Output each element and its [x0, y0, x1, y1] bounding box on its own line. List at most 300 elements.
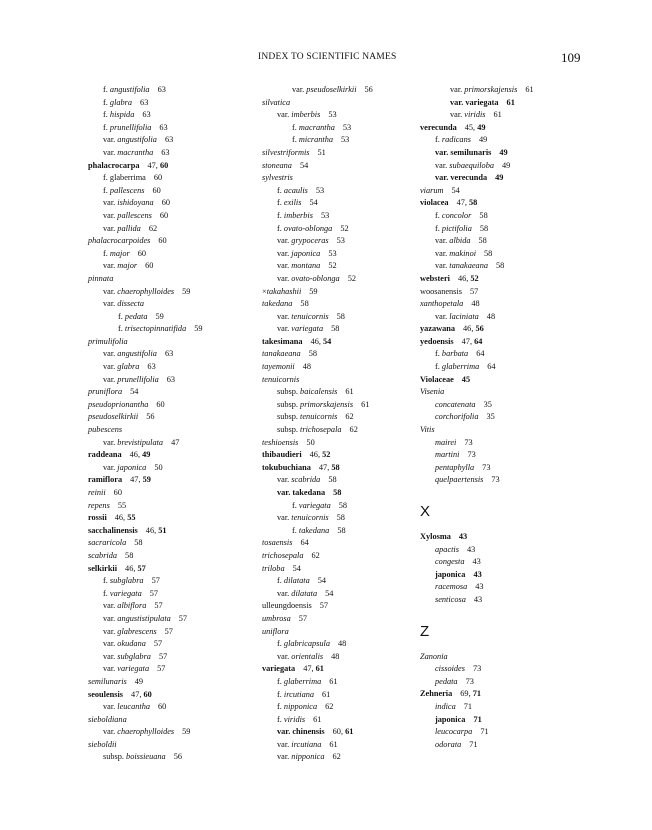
index-entry [420, 298, 600, 311]
page-refs [502, 161, 510, 170]
entry-name: f. [103, 122, 108, 132]
entry-name: sieboldii [88, 739, 117, 749]
page-ref: 73 [464, 437, 473, 447]
page-refs [319, 463, 340, 472]
page-ref: 63 [140, 97, 149, 107]
page-ref: 58 [336, 311, 345, 321]
index-entry [420, 424, 600, 437]
index-entry [262, 651, 422, 664]
page-ref: 54 [325, 588, 334, 598]
page-refs [158, 236, 166, 245]
page-ref: 58 [331, 462, 340, 472]
page-refs [479, 135, 487, 144]
entry-name: f. [103, 85, 108, 94]
page-refs [325, 702, 333, 711]
page-ref: 48 [331, 651, 340, 661]
page-ref: 64 [487, 362, 496, 372]
entry-name: var. verecunda [435, 173, 488, 183]
page-ref: 59 [142, 475, 151, 485]
entry-name: var. [103, 147, 116, 157]
entry-name: albida [447, 236, 471, 246]
index-entry [88, 449, 248, 462]
page-ref: 60, [332, 727, 346, 737]
page-refs [311, 551, 319, 560]
entry-name: grypoceras [289, 236, 329, 246]
page-ref: 63 [164, 135, 174, 145]
page-refs [525, 85, 533, 94]
entry-name: glaberrima [107, 173, 146, 183]
page-ref: 35 [486, 412, 495, 422]
page-ref: 59 [194, 324, 203, 334]
page-refs [179, 614, 187, 623]
entry-name: f. [277, 185, 282, 195]
page-refs [480, 224, 488, 233]
page-refs [146, 526, 167, 535]
section-spacer [420, 487, 600, 497]
entry-name: var. [450, 85, 463, 94]
index-entry [420, 323, 600, 336]
index-entry [88, 235, 248, 248]
page-ref: 60 [156, 399, 165, 409]
page-refs [338, 639, 346, 648]
page-ref: 46, [125, 563, 138, 573]
entry-name: variegata [262, 664, 296, 674]
index-entry [420, 531, 600, 544]
page-ref: 57 [298, 613, 308, 623]
index-entry [420, 336, 600, 349]
entry-name: var. [277, 311, 290, 321]
entry-name: repens [88, 500, 110, 510]
page-ref: 52 [470, 273, 479, 283]
index-entry [88, 701, 248, 714]
entry-name: var. [103, 210, 116, 220]
entry-name: f. [435, 349, 440, 359]
page-refs [331, 652, 339, 661]
page-ref: 58 [337, 525, 346, 535]
page-refs [491, 475, 499, 484]
index-entry [420, 726, 600, 739]
entry-name: takahashii [266, 286, 302, 296]
index-entry [88, 474, 248, 487]
index-entry [262, 311, 422, 324]
entry-name: f. [118, 311, 123, 321]
page-refs [482, 463, 490, 472]
page-refs [313, 715, 321, 724]
page-refs [473, 570, 481, 579]
index-entry [88, 336, 248, 349]
entry-name: major [107, 248, 130, 258]
entry-name: japonica [289, 248, 321, 258]
page-refs [479, 211, 487, 220]
page-ref: 49 [142, 450, 151, 460]
page-ref: 60 [145, 261, 154, 271]
entry-name: f. [103, 173, 108, 183]
page-ref: 54 [130, 387, 139, 397]
entry-name: racemosa [435, 582, 468, 592]
page-ref: 61 [493, 110, 502, 120]
entry-name: var. [277, 739, 290, 749]
index-entry [262, 323, 422, 336]
index-entry [420, 223, 600, 236]
index-entry [420, 197, 600, 210]
page-refs [150, 589, 158, 598]
index-entry [88, 147, 248, 160]
page-ref: 60 [152, 185, 161, 195]
page-refs [464, 438, 472, 447]
entry-name: brevistipulata [115, 437, 164, 447]
index-entry [420, 97, 600, 110]
page-refs [460, 689, 481, 698]
page-refs [339, 501, 347, 510]
page-refs [462, 375, 470, 384]
page-refs [331, 324, 339, 333]
page-refs [125, 564, 146, 573]
page-refs [310, 450, 331, 459]
entry-name: var. [103, 223, 116, 233]
page-refs [154, 601, 162, 610]
page-refs [473, 715, 481, 724]
page-ref: 62 [148, 223, 158, 233]
page-ref: 61 [329, 676, 338, 686]
page-ref: 60 [113, 488, 122, 497]
entry-name: nipponica [289, 752, 325, 762]
index-entry [88, 84, 248, 97]
page-ref: 60 [159, 160, 169, 170]
index-entry [88, 185, 248, 198]
entry-name: angustistipulata [115, 613, 171, 623]
index-entry [88, 651, 248, 664]
entry-name: montana [289, 261, 321, 271]
page-refs [159, 123, 167, 132]
page-ref: 58 [333, 488, 342, 497]
page-refs [114, 488, 122, 497]
entry-name: japonica [435, 714, 466, 724]
entry-name: var. [103, 664, 116, 674]
page-refs [466, 677, 474, 686]
entry-name: var. [277, 752, 290, 762]
page-ref: 57 [149, 588, 159, 598]
index-entry [420, 676, 600, 689]
entry-name: scabrida [88, 550, 118, 560]
entry-name: Xylosma [420, 532, 451, 541]
entry-name: f. [277, 639, 282, 649]
entry-name: cissoides [435, 664, 465, 674]
index-entry [262, 739, 422, 752]
page-ref: 60 [158, 702, 167, 712]
page-ref: 55 [117, 500, 127, 510]
page-ref: 58 [134, 538, 143, 548]
page-ref: 47, [461, 336, 475, 346]
entry-name: var. [103, 639, 116, 649]
entry-name: major [115, 261, 138, 271]
entry-name: ovato-oblonga [281, 223, 333, 233]
index-entry [88, 399, 248, 412]
entry-name: variegata [296, 500, 331, 510]
entry-name: var. [277, 110, 290, 120]
page-refs [125, 551, 133, 560]
entry-name: var. [103, 651, 116, 661]
page-ref: 57 [178, 613, 188, 623]
entry-name: f. [103, 248, 108, 258]
entry-name: f. [103, 110, 108, 120]
index-entry [88, 638, 248, 651]
entry-name: uniflora [262, 626, 289, 636]
page-refs [337, 312, 345, 321]
page-ref: 61 [345, 387, 354, 397]
page-ref: 48 [486, 311, 496, 321]
page-refs [328, 110, 336, 119]
index-entry [420, 651, 600, 664]
entry-name: takedana [262, 299, 293, 309]
entry-name: trichosepala [297, 425, 342, 435]
entry-name: primorskajensis [297, 399, 354, 409]
entry-name: ovato-oblonga [289, 273, 340, 283]
entry-name: ulleungdoensis [262, 601, 312, 611]
page-refs [473, 664, 481, 673]
page-ref: 47 [171, 437, 180, 447]
page-ref: 63 [159, 122, 168, 132]
page-refs [321, 211, 329, 220]
index-entry [262, 588, 422, 601]
entry-name: dilatata [281, 576, 310, 586]
index-entry [420, 260, 600, 273]
entry-name: angustifolia [107, 85, 150, 94]
index-entry [88, 374, 248, 387]
index-entry [262, 374, 422, 387]
entry-name: var. [103, 286, 116, 296]
page-ref: 56 [364, 85, 373, 94]
page-refs [345, 412, 353, 421]
index-entry [420, 437, 600, 450]
page-refs [145, 261, 153, 270]
page-ref: 61 [329, 739, 338, 749]
page-refs [322, 690, 330, 699]
page-ref: 63 [142, 110, 151, 120]
index-entry [420, 474, 600, 487]
page-refs [115, 513, 136, 522]
page-ref: 73 [491, 475, 500, 485]
page-ref: 60 [143, 689, 152, 699]
page-refs [156, 400, 164, 409]
entry-name: tenuicornis [297, 412, 338, 422]
index-entry [88, 248, 248, 261]
page-ref: 63 [164, 349, 174, 359]
index-entry [262, 348, 422, 361]
page-ref: 58 [478, 236, 487, 246]
page-ref: 43 [473, 569, 482, 579]
page-refs [348, 274, 356, 283]
entry-name: tenuicornis [262, 374, 300, 384]
index-entry [262, 474, 422, 487]
entry-name: f. [292, 135, 297, 145]
entry-name: pedata [122, 311, 148, 321]
index-entry [88, 122, 248, 135]
page-refs [333, 488, 341, 497]
entry-name: chaerophylloides [115, 286, 175, 296]
index-entry [88, 525, 248, 538]
page-refs [458, 274, 479, 283]
page-ref: 63 [157, 85, 166, 94]
page-refs [462, 337, 483, 346]
page-refs [138, 249, 146, 258]
entry-name: f. [277, 689, 282, 699]
page-ref: 58 [300, 299, 309, 309]
entry-name: glabrescens [115, 626, 157, 636]
page-ref: 49 [134, 676, 144, 686]
entry-name: variegata [115, 664, 150, 674]
index-entry [420, 399, 600, 412]
section-spacer [420, 641, 600, 651]
entry-name: imberbis [281, 210, 313, 220]
index-entry [420, 701, 600, 714]
entry-name: leucantha [115, 702, 151, 712]
page-ref: 49 [499, 147, 508, 157]
entry-name: Violaceae [420, 374, 454, 384]
page-refs [299, 614, 307, 623]
page-ref: 43 [472, 557, 481, 567]
entry-name: pallida [115, 223, 141, 233]
entry-name: woosanensis [420, 286, 462, 296]
entry-name: congesta [435, 557, 465, 567]
index-entry [420, 411, 600, 424]
entry-name: pseudoselkirkii [88, 412, 139, 422]
page-ref: 60 [153, 173, 163, 183]
page-ref: 35 [483, 399, 492, 409]
page-refs [341, 135, 349, 144]
letter-heading-z: Z [420, 622, 430, 640]
index-entry [262, 235, 422, 248]
index-entry [88, 751, 248, 764]
page-ref: 57 [154, 601, 163, 611]
page-refs [174, 752, 182, 761]
index-entry [420, 449, 600, 462]
entry-name: pictifolia [439, 223, 472, 233]
page-refs [484, 249, 492, 258]
entry-name: var. [435, 160, 448, 170]
entry-name: ishidoyana [115, 198, 154, 208]
index-entry [88, 437, 248, 450]
index-entry [262, 286, 422, 299]
page-refs [161, 148, 169, 157]
page-ref: 58 [125, 550, 134, 560]
entry-name: variegata [107, 588, 142, 598]
index-entry [420, 739, 600, 752]
index-column-3 [420, 84, 600, 751]
entry-name: nipponica [281, 702, 318, 712]
page-ref: 43 [475, 582, 484, 592]
page-ref: 64 [476, 349, 485, 359]
page-ref: 71 [469, 739, 478, 749]
entry-name: subaequiloba [447, 160, 495, 170]
entry-name: semilunaris [88, 676, 127, 686]
page-refs [316, 186, 324, 195]
page-refs [507, 98, 515, 107]
page-refs [467, 450, 475, 459]
index-entry [262, 248, 422, 261]
page-ref: 56 [173, 752, 182, 762]
index-entry [420, 714, 600, 727]
index-entry [88, 613, 248, 626]
page-refs [158, 85, 166, 94]
entry-name: pedata [435, 676, 458, 686]
page-refs [149, 224, 157, 233]
index-entry [420, 235, 600, 248]
index-entry [420, 569, 600, 582]
page-refs [135, 677, 143, 686]
page-refs [320, 601, 328, 610]
page-refs [159, 652, 167, 661]
page-refs [171, 438, 179, 447]
index-entry [262, 563, 422, 576]
page-refs [499, 148, 507, 157]
page-refs [147, 161, 168, 170]
page-ref: 52 [328, 261, 337, 271]
page-refs [167, 375, 175, 384]
entry-name: sacchalinensis [88, 525, 138, 535]
page-refs [309, 287, 317, 296]
entry-name: raddeana [88, 450, 122, 460]
page-refs [306, 438, 314, 447]
entry-name: f. [277, 702, 282, 712]
page-ref: 48 [471, 299, 480, 309]
page-ref: 53 [315, 185, 325, 195]
page-ref: 58 [479, 223, 489, 233]
page-refs [463, 324, 484, 333]
page-ref: 58 [496, 261, 505, 271]
page-refs [182, 727, 190, 736]
index-column-1 [88, 84, 248, 764]
index-entry [88, 361, 248, 374]
entry-name: trisectopinnatifida [122, 324, 187, 334]
entry-name: orientalis [289, 651, 324, 661]
page-ref: 57 [319, 601, 329, 611]
page-refs [157, 664, 165, 673]
page-ref: 63 [147, 362, 156, 372]
page-ref: 48 [302, 362, 312, 372]
index-entry [88, 97, 248, 110]
entry-name: imberbis [289, 110, 321, 120]
index-entry [262, 613, 422, 626]
entry-name: Vitis [420, 425, 435, 435]
page-ref: 58 [328, 475, 337, 485]
index-entry [420, 134, 600, 147]
page-ref: 46, [114, 513, 128, 523]
entry-name: var. [277, 513, 290, 523]
entry-name: yedoensis [420, 336, 454, 346]
entry-name: f. [118, 324, 123, 334]
entry-name: stoneana [262, 160, 292, 170]
page-refs [130, 387, 138, 396]
entry-name: pseudoselkirkii [304, 85, 357, 94]
page-ref: 60 [159, 210, 169, 220]
page-ref: 73 [467, 450, 476, 460]
index-entry [420, 286, 600, 299]
page-ref: 47, [131, 689, 144, 699]
index-entry [262, 134, 422, 147]
entry-name: f. [277, 210, 282, 220]
page-ref: 53 [341, 135, 350, 145]
page-ref: 57 [151, 576, 160, 586]
index-entry [262, 273, 422, 286]
entry-name: corchorifolia [435, 412, 479, 422]
entry-name: subsp. [103, 752, 124, 762]
entry-name: ircutiana [289, 739, 322, 749]
entry-name: pseudoprionantha [88, 399, 149, 409]
index-entry [88, 134, 248, 147]
index-entry [88, 197, 248, 210]
page-refs [140, 98, 148, 107]
entry-name: var. semilunaris [435, 147, 492, 157]
